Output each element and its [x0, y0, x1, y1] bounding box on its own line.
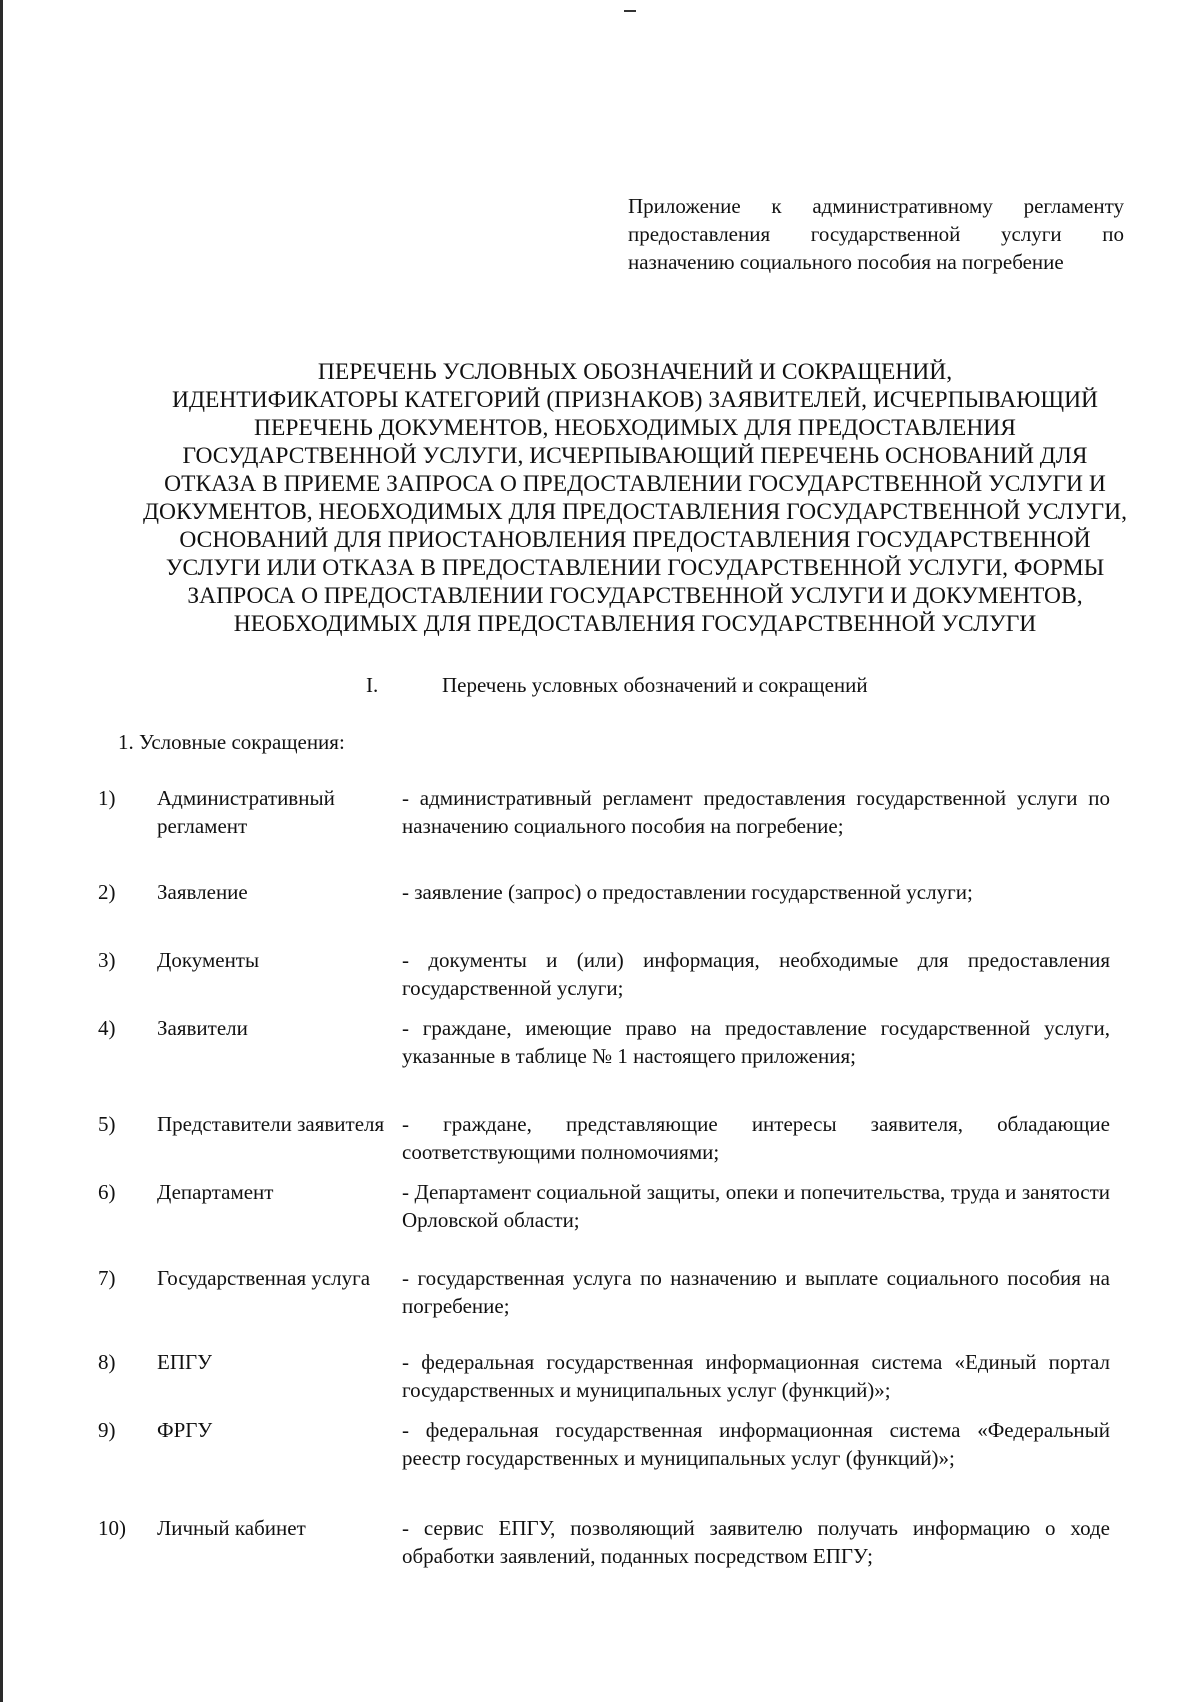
- item-number: 1): [98, 786, 116, 810]
- item-number: 2): [98, 880, 116, 904]
- item-definition: - административный регламент предоставления государственной услуги по назначению социального пособия на погребение;: [402, 786, 1110, 838]
- section-heading-text: Перечень условных обозначений и сокращений: [442, 673, 868, 697]
- item-definition: - Департамент социальной защиты, опеки и попечительства, труда и занятости Орловской области;: [402, 1180, 1110, 1232]
- document-title: ПЕРЕЧЕНЬ УСЛОВНЫХ ОБОЗНАЧЕНИЙ И СОКРАЩЕНИЙ, ИДЕНТИФИКАТОРЫ КАТЕГОРИЙ (ПРИЗНАКОВ) ЗАЯВИТЕЛЕЙ, ИСЧЕРПЫВАЮЩИЙ ПЕРЕЧЕНЬ ДОКУМЕНТОВ, НЕОБХОДИМЫХ ДЛЯ ПРЕДОСТАВЛЕНИЯ ГОСУДАРСТВЕННОЙ УСЛУГИ, ИСЧЕРПЫВАЮЩИЙ ПЕРЕЧЕНЬ ОСНОВАНИЙ ДЛЯ ОТКАЗА В ПРИЕМЕ ЗАПРОСА О ПРЕДОСТАВЛЕНИИ ГОСУДАРСТВЕННОЙ УСЛУГИ И ДОКУМЕНТОВ, НЕОБХОДИМЫХ ДЛЯ ПРЕДОСТАВЛЕНИЯ ГОСУДАРСТВЕННОЙ УСЛУГИ, ОСНОВАНИЙ ДЛЯ ПРИОСТАНОВЛЕНИЯ ПРЕДОСТАВЛЕНИЯ ГОСУДАРСТВЕННОЙ УСЛУГИ ИЛИ ОТКАЗА В ПРЕДОСТАВЛЕНИИ ГОСУДАРСТВЕННОЙ УСЛУГИ, ФОРМЫ ЗАПРОСА О ПРЕДОСТАВЛЕНИИ ГОСУДАРСТВЕННОЙ УСЛУГИ И ДОКУМЕНТОВ, НЕОБХОДИМЫХ ДЛЯ ПРЕДОСТАВЛЕНИЯ ГОСУДАРСТВЕННОЙ УСЛУГИ: [143, 359, 1127, 637]
- section-heading: [0, 670, 1200, 700]
- section-number: I.: [366, 673, 379, 697]
- item-term: Представители заявителя: [157, 1112, 385, 1136]
- item-definition: - граждане, представляющие интересы заявителя, обладающие соответствующими полномочиями;: [402, 1112, 1110, 1164]
- item-term: Департамент: [157, 1180, 274, 1204]
- item-definition: - федеральная государственная информационная система «Единый портал государственных и муниципальных услуг (функций)»;: [402, 1350, 1110, 1402]
- item-definition: - граждане, имеющие право на предоставление государственной услуги, указанные в таблице № 1 настоящего приложения;: [402, 1016, 1110, 1068]
- item-term: Документы: [157, 948, 260, 972]
- item-definition: - заявление (запрос) о предоставлении государственной услуги;: [402, 880, 973, 904]
- item-number: 6): [98, 1180, 116, 1204]
- subsection-label: 1. Условные сокращения:: [118, 730, 345, 754]
- appendix-note: Приложение к административному регламенту предоставления государственной услуги по назначению социального пособия на погребение: [628, 194, 1124, 274]
- item-number: 7): [98, 1266, 116, 1290]
- item-number: 8): [98, 1350, 116, 1374]
- item-definition: - государственная услуга по назначению и выплате социального пособия на погребение;: [402, 1266, 1110, 1318]
- item-term: Государственная услуга: [157, 1266, 371, 1290]
- item-definition: - документы и (или) информация, необходимые для предоставления государственной услуги;: [402, 948, 1110, 1000]
- scan-mark: [624, 10, 636, 12]
- item-number: 5): [98, 1112, 116, 1136]
- item-term: Заявление: [157, 880, 248, 904]
- item-term: ФРГУ: [157, 1418, 213, 1442]
- item-number: 9): [98, 1418, 116, 1442]
- item-number: 3): [98, 948, 116, 972]
- item-term: Заявители: [157, 1016, 248, 1040]
- item-definition: - федеральная государственная информационная система «Федеральный реестр государственных и муниципальных услуг (функций)»;: [402, 1418, 1110, 1470]
- item-number: 4): [98, 1016, 116, 1040]
- item-term: Административный регламент: [157, 786, 335, 838]
- item-term: Личный кабинет: [157, 1516, 306, 1540]
- item-definition: - сервис ЕПГУ, позволяющий заявителю получать информацию о ходе обработки заявлений, поданных посредством ЕПГУ;: [402, 1516, 1110, 1568]
- item-term: ЕПГУ: [157, 1350, 213, 1374]
- scan-edge-shadow: [0, 0, 3, 1702]
- item-number: 10): [98, 1516, 126, 1540]
